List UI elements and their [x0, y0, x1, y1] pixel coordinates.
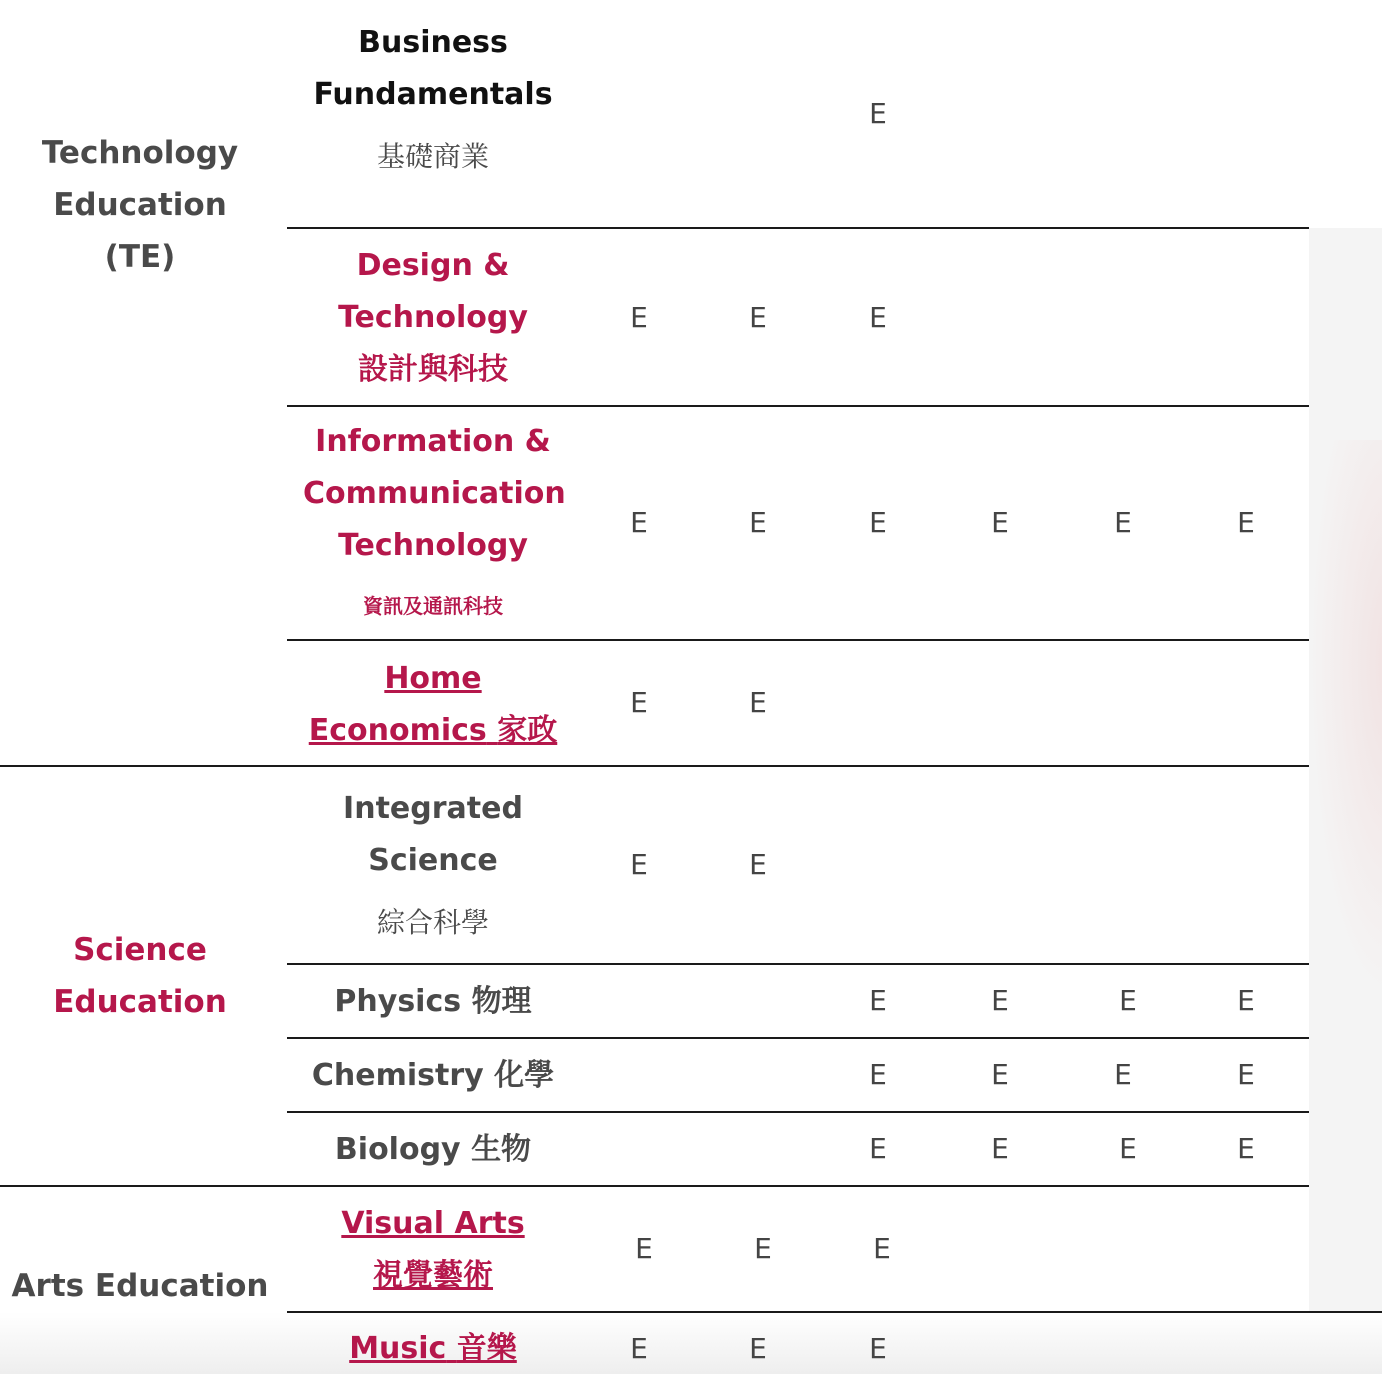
mark-physics-s4: E: [991, 984, 1009, 1017]
mark-biology-s5: E: [1119, 1132, 1137, 1165]
row-divider: [287, 405, 1309, 407]
mark-he-s1: E: [630, 686, 648, 719]
subject-name-en: Design & Technology: [338, 248, 528, 335]
mark-ict-s4: E: [991, 506, 1009, 539]
subject-name-en: Physics: [334, 984, 462, 1019]
subject-name-en[interactable]: Home Economics: [308, 661, 487, 748]
mark-music-s3: E: [869, 1332, 887, 1365]
mark-biology-s6: E: [1237, 1132, 1255, 1165]
mark-dt-s2: E: [749, 301, 767, 334]
group-divider: [0, 1185, 1309, 1187]
mark-is-s1: E: [630, 848, 648, 881]
row-divider: [287, 1311, 1382, 1313]
subject-integrated-science: [287, 776, 579, 956]
subject-name-en: Business Fundamentals: [313, 25, 553, 112]
group-divider: [0, 765, 1309, 767]
subject-name-en: Chemistry: [311, 1058, 484, 1093]
subject-name-zh[interactable]: 視覺藝術: [373, 1258, 493, 1293]
mark-ict-s6: E: [1237, 506, 1255, 539]
subject-link[interactable]: [341, 1198, 524, 1302]
mark-biology-s3: E: [869, 1132, 887, 1165]
subject-name-zh: 綜合科學: [376, 906, 489, 939]
group-label: Arts Education: [11, 1268, 269, 1304]
subject-music[interactable]: [287, 1322, 579, 1376]
subject-visual-arts[interactable]: [287, 1196, 579, 1304]
mark-va-s3: E: [873, 1232, 891, 1265]
row-divider: [287, 639, 1309, 641]
subject-name-zh: 化學: [494, 1058, 555, 1093]
subject-name-zh: 基礎商業: [376, 140, 489, 173]
mark-physics-s3: E: [869, 984, 887, 1017]
mark-ict-s3: E: [869, 506, 887, 539]
row-divider: [287, 227, 1309, 229]
group-arts-education: [0, 1186, 280, 1386]
subject-business-fundamentals: [287, 10, 579, 190]
mark-music-s2: E: [749, 1332, 767, 1365]
mark-chemistry-s5: E: [1114, 1058, 1132, 1091]
subject-chemistry: [287, 1040, 579, 1112]
subject-design-technology: [287, 238, 579, 398]
mark-he-s2: E: [749, 686, 767, 719]
subject-home-economics[interactable]: [287, 650, 579, 760]
group-label: Technology Education (TE): [41, 135, 239, 275]
mark-chemistry-s4: E: [991, 1058, 1009, 1091]
mark-va-s2: E: [754, 1232, 772, 1265]
subject-name-zh[interactable]: 音樂: [456, 1331, 517, 1366]
subject-name-en[interactable]: Music: [349, 1331, 447, 1366]
mark-ict-s1: E: [630, 506, 648, 539]
subject-biology: [287, 1114, 579, 1186]
subject-ict: [287, 414, 579, 634]
subject-name-zh: 資訊及通訊科技: [363, 594, 503, 618]
subject-name-en: Integrated Science: [343, 791, 523, 878]
subject-name-en[interactable]: Visual Arts: [341, 1206, 525, 1241]
mark-chemistry-s6: E: [1237, 1058, 1255, 1091]
mark-ict-s2: E: [749, 506, 767, 539]
row-divider: [287, 1111, 1309, 1113]
mark-dt-s3: E: [869, 301, 887, 334]
mark-physics-s5: E: [1119, 984, 1137, 1017]
right-panel-decoration: [1309, 440, 1382, 1000]
subject-link[interactable]: [349, 1323, 517, 1375]
subject-name-zh: 生物: [471, 1132, 532, 1167]
subject-name-en: Biology: [334, 1132, 461, 1167]
mark-music-s1: E: [630, 1332, 648, 1365]
group-label: Science Education: [53, 932, 227, 1020]
subject-name-zh[interactable]: 家政: [497, 713, 558, 748]
subject-link[interactable]: [308, 653, 558, 757]
mark-va-s1: E: [635, 1232, 653, 1265]
subject-name-en: Information & Communication Technology: [303, 424, 566, 563]
subject-name-zh: 設計與科技: [358, 352, 508, 387]
mark-physics-s6: E: [1237, 984, 1255, 1017]
mark-dt-s1: E: [630, 301, 648, 334]
subject-name-zh: 物理: [471, 984, 532, 1019]
mark-business-s3: E: [869, 97, 887, 130]
subject-physics: [287, 966, 579, 1038]
row-divider: [287, 963, 1309, 965]
mark-biology-s4: E: [991, 1132, 1009, 1165]
mark-is-s2: E: [749, 848, 767, 881]
group-science-education: [0, 766, 280, 1186]
group-technology-education: [0, 0, 280, 410]
row-divider: [287, 1037, 1309, 1039]
mark-chemistry-s3: E: [869, 1058, 887, 1091]
mark-ict-s5: E: [1114, 506, 1132, 539]
